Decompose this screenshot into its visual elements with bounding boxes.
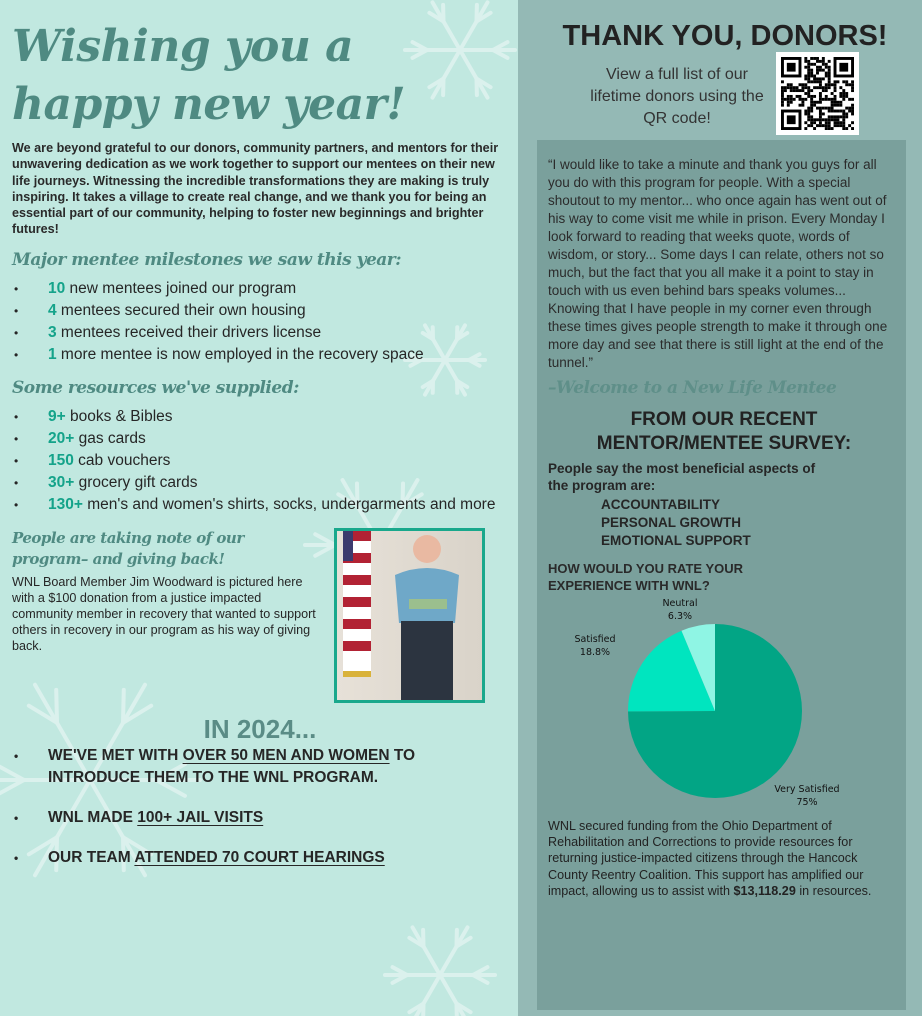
title-line-1: Wishing you a — [12, 21, 354, 72]
intro-text: We are beyond grateful to our donors, community partners, and mentors for their unwavering dedication as we work together to support our mentees on their new life journeys. Witnessing the incredible transformations they are making is truly inspiring. It takes a village to create real change, and we thank you for being an essential part of our community, helping to foster new beginnings and brighter futures! — [12, 141, 499, 237]
list-item: • 3 mentees received their drivers license — [12, 322, 508, 344]
quote-attribution: –Welcome to a New Life Mentee — [548, 378, 837, 398]
survey-heading: FROM OUR RECENT MENTOR/MENTEE SURVEY: — [596, 409, 852, 454]
giving-section — [12, 528, 508, 703]
giving-heading: People are taking note of our program– and giving back! — [12, 528, 244, 568]
rating-pie-chart — [537, 594, 906, 816]
list-item: • 150 cab vouchers — [12, 450, 508, 472]
aspects-list — [548, 496, 900, 550]
flag-icon — [343, 531, 371, 677]
snowflake-icon — [385, 927, 495, 1016]
title-line-2: happy new year! — [12, 79, 406, 130]
funding-text: WNL secured funding from the Ohio Department of Rehabilitation and Corrections to provide resources for returning justice-impacted citizens through the Hancock County Reentry Coalition. This support has amplified our impact, allowing us to assist with $13,118.29 in resources. — [548, 819, 872, 898]
slice-name-label: Very Satisfied — [774, 784, 840, 795]
list-item: • WE'VE MET WITH OVER 50 MEN AND WOMEN TO INTRODUCE THEM TO THE WNL PROGRAM. — [12, 745, 508, 789]
list-item: • 4 mentees secured their own housing — [12, 300, 508, 322]
chart-title: HOW WOULD YOU RATE YOUR EXPERIENCE WITH WNL? — [548, 561, 743, 593]
list-item: • 9+ books & Bibles — [12, 406, 508, 428]
slice-name-label: Neutral — [662, 598, 698, 609]
funding-amount: $13,118.29 — [733, 883, 796, 898]
slice-name-label: Satisfied — [574, 634, 616, 645]
aspect-item: EMOTIONAL SUPPORT — [601, 533, 751, 548]
qr-text: View a full list of our lifetime donors using the QR code! — [590, 66, 764, 127]
testimonial-quote: “I would like to take a minute and thank you guys for all you do with this program for people. With a special shoutout to my mentor... who once again has went out of his way to come visit me while in prison. Every Monday I look forward to reading that weeks quote, words of wisdom, or story... Some days I can relate, others not so much, but the fact that you all make it a point to stay in touch with us even behind bars speaks volumes... Knowing that I have people in my corner even through these times gives people strength to make it through one more day and see that there is still light at the end of the tunnel.” — [548, 157, 888, 370]
list-item: • 10 new mentees joined our program — [12, 278, 508, 300]
donor-photo — [334, 528, 485, 703]
in-2024-heading: IN 2024... — [203, 713, 317, 744]
aspect-item: PERSONAL GROWTH — [601, 515, 742, 530]
aspect-item: ACCOUNTABILITY — [601, 497, 720, 512]
list-item: • OUR TEAM ATTENDED 70 COURT HEARINGS — [12, 847, 508, 869]
slice-value-label: 75% — [796, 797, 818, 808]
slice-value-label: 18.8% — [579, 647, 611, 658]
qr-code[interactable] — [776, 52, 859, 135]
list-item: • 20+ gas cards — [12, 428, 508, 450]
in-2024-list — [12, 745, 508, 869]
milestones-list — [12, 278, 508, 366]
list-item: • 1 more mentee is now employed in the recovery space — [12, 344, 508, 366]
resources-list — [12, 406, 508, 516]
donors-heading: THANK YOU, DONORS! — [562, 20, 888, 52]
list-item: • WNL MADE 100+ JAIL VISITS — [12, 807, 508, 829]
giving-text: WNL Board Member Jim Woodward is pictured here with a $100 donation from a justice impacted community member in recovery that wanted to support others in recovery in our program as his way of giving back. — [12, 574, 316, 653]
list-item: • 30+ grocery gift cards — [12, 472, 508, 494]
survey-intro: People say the most beneficial aspects of the program are: — [548, 461, 816, 493]
page-title — [12, 18, 508, 134]
slice-value-label: 6.3% — [667, 611, 693, 622]
resources-heading: Some resources we've supplied: — [12, 377, 299, 398]
milestones-heading: Major mentee milestones we saw this year: — [12, 249, 402, 270]
person-figure — [395, 535, 459, 700]
list-item: • 130+ men's and women's shirts, socks, undergarments and more — [12, 494, 508, 516]
